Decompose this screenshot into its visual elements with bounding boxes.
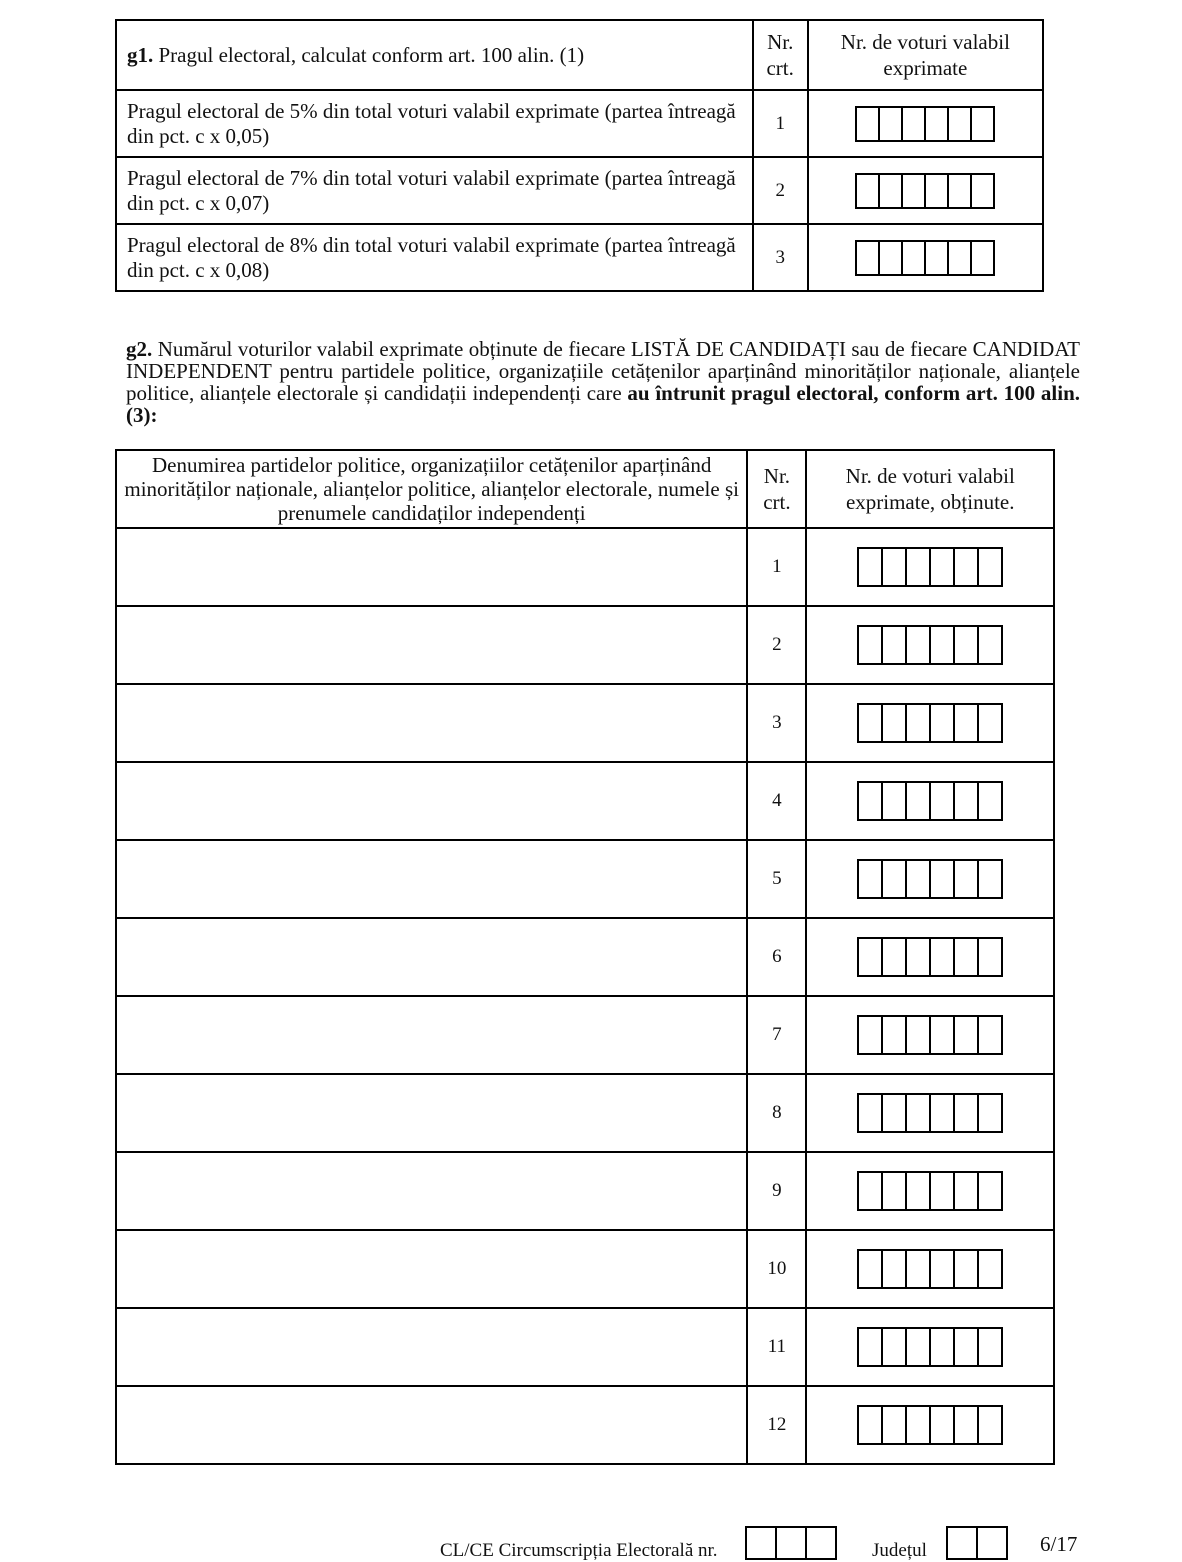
table-row <box>116 840 1054 918</box>
section-label-g2: g2. <box>126 337 153 361</box>
votes-cell <box>806 918 1054 996</box>
row-number: 12 <box>747 1386 806 1464</box>
votes-cell <box>808 224 1043 291</box>
digit-boxes[interactable] <box>809 240 1042 276</box>
table-row <box>116 1308 1054 1386</box>
row-number: 11 <box>747 1308 806 1386</box>
party-name-cell[interactable] <box>116 1308 747 1386</box>
votes-table-body <box>116 528 1054 1464</box>
row-number: 9 <box>747 1152 806 1230</box>
party-name-cell[interactable] <box>116 684 747 762</box>
votes-cell <box>806 1074 1054 1152</box>
section-label-g1: g1. <box>127 42 154 67</box>
votes-cell <box>806 840 1054 918</box>
row-number: 7 <box>747 996 806 1074</box>
row-number: 1 <box>753 90 808 157</box>
votes-table <box>115 449 1055 1465</box>
votes-cell <box>806 684 1054 762</box>
table-row <box>116 1074 1054 1152</box>
digit-boxes[interactable] <box>807 1093 1053 1133</box>
county-label: Județul <box>872 1540 927 1561</box>
row-number: 3 <box>753 224 808 291</box>
digit-boxes[interactable] <box>807 547 1053 587</box>
votes-cell <box>806 528 1054 606</box>
digit-boxes[interactable] <box>807 703 1053 743</box>
row-number: 5 <box>747 840 806 918</box>
votes-cell <box>808 90 1043 157</box>
threshold-title-text: Pragul electoral, calculat conform art. 100 alin. (1) <box>158 42 585 67</box>
party-name-cell[interactable] <box>116 840 747 918</box>
row-number: 1 <box>747 528 806 606</box>
votes-cell <box>806 1152 1054 1230</box>
circumscription-label: CL/CE Circumscripția Electorală nr. <box>440 1540 718 1561</box>
county-code-boxes[interactable] <box>946 1526 1008 1560</box>
digit-boxes[interactable] <box>807 1015 1053 1055</box>
column-votes-header: Nr. de voturi valabil exprimate <box>808 20 1043 90</box>
table-row <box>116 90 1043 157</box>
party-name-cell[interactable] <box>116 606 747 684</box>
threshold-description: Pragul electoral de 8% din total voturi valabil exprimate (partea întreagă din pct. c x 0,08) <box>116 224 753 291</box>
party-name-cell[interactable] <box>116 1152 747 1230</box>
digit-boxes[interactable] <box>809 106 1042 142</box>
digit-boxes[interactable] <box>807 625 1053 665</box>
row-number: 10 <box>747 1230 806 1308</box>
party-name-cell[interactable] <box>116 762 747 840</box>
votes-cell <box>808 157 1043 224</box>
table-row <box>116 996 1054 1074</box>
threshold-description: Pragul electoral de 7% din total voturi valabil exprimate (partea întreagă din pct. c x 0,07) <box>116 157 753 224</box>
votes-cell <box>806 1230 1054 1308</box>
table-row <box>116 224 1043 291</box>
page-footer <box>440 1526 1100 1562</box>
party-name-cell[interactable] <box>116 996 747 1074</box>
row-number: 3 <box>747 684 806 762</box>
digit-boxes[interactable] <box>807 859 1053 899</box>
table-row <box>116 606 1054 684</box>
row-number: 8 <box>747 1074 806 1152</box>
digit-boxes[interactable] <box>807 937 1053 977</box>
votes-table-header <box>116 450 1054 528</box>
column-name-header: Denumirea partidelor politice, organizațiilor cetățenilor aparținând minorităților naționale, alianțelor politice, alianțelor electorale, numele și prenumele candidaților independenți <box>116 450 747 528</box>
row-number: 2 <box>753 157 808 224</box>
digit-boxes[interactable] <box>807 1171 1053 1211</box>
row-number: 6 <box>747 918 806 996</box>
table-row <box>116 684 1054 762</box>
party-name-cell[interactable] <box>116 1230 747 1308</box>
party-name-cell[interactable] <box>116 1074 747 1152</box>
threshold-table-header <box>116 20 1043 90</box>
table-row <box>116 1152 1054 1230</box>
party-name-cell[interactable] <box>116 528 747 606</box>
circumscription-number-boxes[interactable] <box>745 1526 837 1560</box>
table-row <box>116 1230 1054 1308</box>
page-number: 6/17 <box>1040 1532 1078 1556</box>
votes-cell <box>806 762 1054 840</box>
g2-intro-paragraph <box>126 338 1080 426</box>
table-row <box>116 528 1054 606</box>
table-row <box>116 762 1054 840</box>
votes-cell <box>806 606 1054 684</box>
party-name-cell[interactable] <box>116 1386 747 1464</box>
votes-cell <box>806 1308 1054 1386</box>
column-nr-header: Nr. crt. <box>747 450 806 528</box>
table-row <box>116 1386 1054 1464</box>
digit-boxes[interactable] <box>807 1249 1053 1289</box>
row-number: 4 <box>747 762 806 840</box>
votes-cell <box>806 996 1054 1074</box>
party-name-cell[interactable] <box>116 918 747 996</box>
g2-intro-bold: au întrunit pragul electoral, conform art. 100 alin. (3) <box>126 381 1080 427</box>
row-number: 2 <box>747 606 806 684</box>
digit-boxes[interactable] <box>807 1327 1053 1367</box>
digit-boxes[interactable] <box>807 781 1053 821</box>
threshold-table <box>115 19 1044 292</box>
table-row <box>116 918 1054 996</box>
column-votes-header: Nr. de voturi valabil exprimate, obținute. <box>806 450 1054 528</box>
g2-intro-text: Numărul voturilor valabil exprimate obținute de fiecare LISTĂ DE CANDIDAȚI sau de fiecare CANDIDAT INDEPENDENT pentru partidele politice, organizațiile cetățenilor aparținând minorităților naționale, alianțele politice, alianțele electorale și candidații independenți care <box>126 337 1081 405</box>
table-row <box>116 157 1043 224</box>
threshold-table-title <box>116 20 753 90</box>
votes-cell <box>806 1386 1054 1464</box>
digit-boxes[interactable] <box>807 1405 1053 1445</box>
g2-intro-end: : <box>150 403 158 427</box>
digit-boxes[interactable] <box>809 173 1042 209</box>
threshold-description: Pragul electoral de 5% din total voturi valabil exprimate (partea întreagă din pct. c x 0,05) <box>116 90 753 157</box>
column-nr-header: Nr. crt. <box>753 20 808 90</box>
